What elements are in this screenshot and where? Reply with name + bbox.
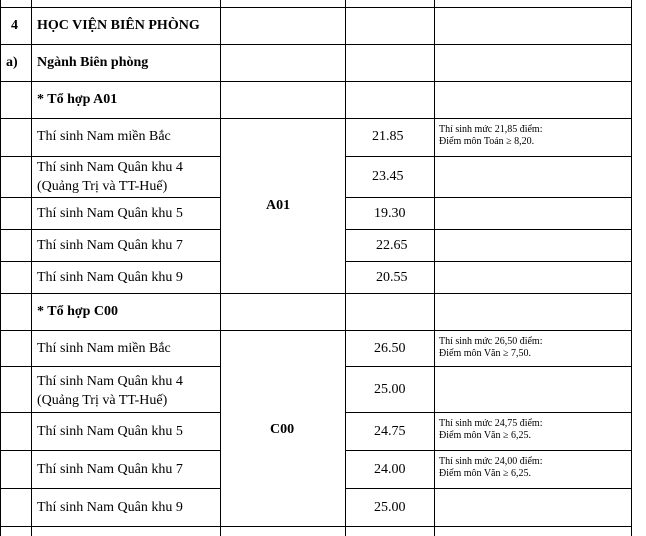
row-border: [345, 366, 632, 367]
row-border: [0, 229, 221, 230]
score-value: 23.45: [372, 169, 404, 184]
score-note: Thí sinh mức 24,00 điểm:: [439, 456, 543, 467]
row-border: [345, 156, 632, 157]
candidate-name: Thí sinh Nam miền Bắc: [37, 129, 171, 144]
combination-code: C00: [270, 422, 295, 437]
row-border: [0, 81, 632, 82]
row-border: [345, 450, 632, 451]
score-value: 25.00: [374, 382, 406, 397]
row-border: [345, 488, 632, 489]
candidate-name: Thí sinh Nam Quân khu 7: [37, 462, 183, 477]
score-note: Thí sinh mức 24,75 điểm:: [439, 418, 543, 429]
score-value: 26.50: [374, 341, 406, 356]
row-border: [0, 366, 221, 367]
combination-code: A01: [266, 198, 291, 213]
row-border: [345, 261, 632, 262]
row-border: [0, 7, 632, 8]
score-note: Thí sinh mức 26,50 điểm:: [439, 336, 543, 347]
row-border: [0, 488, 221, 489]
section-number: 4: [11, 18, 18, 33]
candidate-name: Thí sinh Nam Quân khu 9: [37, 270, 183, 285]
row-border: [0, 261, 221, 262]
section-title: HỌC VIỆN BIÊN PHÒNG: [37, 18, 200, 33]
score-value: 24.75: [374, 424, 406, 439]
row-border: [0, 197, 221, 198]
row-border: [0, 156, 221, 157]
score-note: Điểm môn Toán ≥ 8,20.: [439, 136, 535, 147]
score-value: 25.00: [374, 500, 406, 515]
major-label: a): [6, 55, 18, 70]
score-value: 22.65: [376, 238, 408, 253]
row-border: [0, 293, 632, 294]
group-heading: * Tổ hợp C00: [37, 304, 119, 319]
row-border: [0, 330, 632, 331]
group-heading: * Tổ hợp A01: [37, 92, 118, 107]
row-border: [345, 229, 632, 230]
row-border: [345, 197, 632, 198]
candidate-name-sub: (Quảng Trị và TT-Huế): [37, 179, 168, 194]
candidate-name: Thí sinh Nam miền Bắc: [37, 341, 171, 356]
score-note: Điểm môn Văn ≥ 6,25.: [439, 430, 531, 441]
major-name: Ngành Biên phòng: [37, 55, 149, 70]
row-border: [0, 526, 632, 527]
candidate-name: Thí sinh Nam Quân khu 4: [37, 160, 183, 175]
candidate-name: Thí sinh Nam Quân khu 5: [37, 206, 183, 221]
candidate-name: Thí sinh Nam Quân khu 9: [37, 500, 183, 515]
candidate-name: Thí sinh Nam Quân khu 5: [37, 424, 183, 439]
candidate-name-sub: (Quảng Trị và TT-Huế): [37, 393, 168, 408]
row-border: [0, 118, 632, 119]
score-note: Điểm môn Văn ≥ 7,50.: [439, 348, 531, 359]
score-note: Thí sinh mức 21,85 điểm:: [439, 124, 543, 135]
row-border: [0, 450, 221, 451]
score-value: 19.30: [374, 206, 406, 221]
score-value: 24.00: [374, 462, 406, 477]
row-border: [345, 412, 632, 413]
candidate-name: Thí sinh Nam Quân khu 4: [37, 374, 183, 389]
score-value: 20.55: [376, 270, 408, 285]
row-border: [0, 412, 221, 413]
row-border: [0, 44, 632, 45]
score-value: 21.85: [372, 129, 404, 144]
score-note: Điểm môn Văn ≥ 6,25.: [439, 468, 531, 479]
candidate-name: Thí sinh Nam Quân khu 7: [37, 238, 183, 253]
